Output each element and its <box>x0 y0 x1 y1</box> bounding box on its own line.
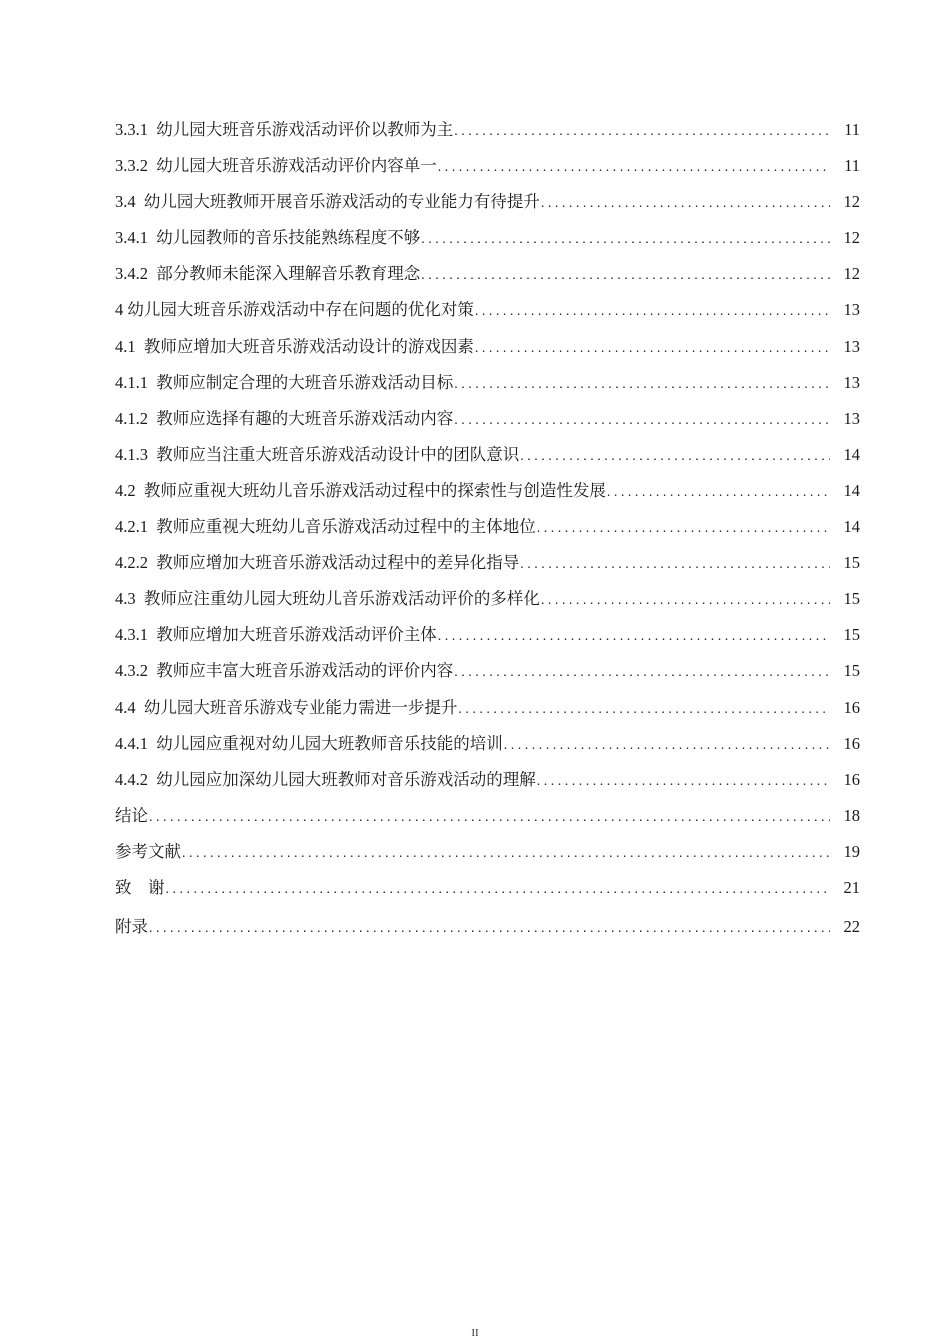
toc-entry-title: 4.1.3 教师应当注重大班音乐游戏活动设计中的团队意识 <box>115 444 520 464</box>
toc-entry-title: 4.2.1 教师应重视大班幼儿音乐游戏活动过程中的主体地位 <box>115 517 536 537</box>
toc-entry[interactable] <box>115 478 860 514</box>
toc-entry-page-number: 14 <box>843 517 860 537</box>
toc-leader-dots <box>454 372 830 398</box>
toc-entry-page-number: 12 <box>843 228 860 248</box>
toc-entry-page-number: 12 <box>843 264 860 284</box>
toc-leader-dots <box>537 769 830 795</box>
toc-entry-page-number: 15 <box>843 553 860 573</box>
toc-entry[interactable] <box>115 731 860 767</box>
toc-leader-dots <box>458 697 830 723</box>
toc-entry[interactable] <box>115 875 860 911</box>
toc-entry-title: 3.3.1 幼儿园大班音乐游戏活动评价以教师为主 <box>115 120 454 139</box>
toc-entry[interactable] <box>115 514 860 550</box>
toc-entry-page-number: 11 <box>844 156 860 176</box>
toc-entry[interactable] <box>115 839 860 875</box>
toc-entry[interactable] <box>115 803 860 839</box>
toc-leader-dots <box>541 588 830 614</box>
toc-entry-title: 4.1.1 教师应制定合理的大班音乐游戏活动目标 <box>115 372 454 392</box>
toc-leader-dots <box>454 660 830 686</box>
toc-entry-page-number: 19 <box>843 841 860 861</box>
toc-leader-dots <box>541 191 830 217</box>
toc-leader-dots <box>475 299 830 325</box>
toc-entry-title: 3.3.2 幼儿园大班音乐游戏活动评价内容单一 <box>115 156 437 176</box>
toc-entry-title: 4.3.1 教师应增加大班音乐游戏活动评价主体 <box>115 625 437 645</box>
toc-entry-title: 4.3 教师应注重幼儿园大班幼儿音乐游戏活动评价的多样化 <box>115 589 540 609</box>
toc-leader-dots <box>421 227 830 253</box>
toc-leader-dots <box>537 516 830 542</box>
toc-leader-dots <box>504 733 830 759</box>
toc-leader-dots <box>520 444 830 470</box>
toc-entry-page-number: 11 <box>844 120 860 139</box>
toc-entry-title: 4.1 教师应增加大班音乐游戏活动设计的游戏因素 <box>115 336 474 356</box>
toc-entry[interactable] <box>115 117 860 153</box>
toc-entry-title: 致 谢 <box>115 877 165 897</box>
toc-entry-title: 4.1.2 教师应选择有趣的大班音乐游戏活动内容 <box>115 408 454 428</box>
toc-entry-title: 4.2.2 教师应增加大班音乐游戏活动过程中的差异化指导 <box>115 553 520 573</box>
toc-entry[interactable] <box>115 622 860 658</box>
toc-entry-title: 4 幼儿园大班音乐游戏活动中存在问题的优化对策 <box>115 300 474 320</box>
toc-entry-page-number: 16 <box>843 769 860 789</box>
toc-entry[interactable] <box>115 767 860 803</box>
toc-entry-page-number: 13 <box>843 372 860 392</box>
toc-leader-dots <box>166 877 831 903</box>
page-number: II <box>471 1327 479 1339</box>
toc-entry[interactable] <box>115 297 860 333</box>
toc-leader-dots <box>438 155 830 181</box>
toc-entry-title: 3.4.1 幼儿园教师的音乐技能熟练程度不够 <box>115 228 421 248</box>
toc-entry[interactable] <box>115 442 860 478</box>
toc-leader-dots <box>520 552 830 578</box>
toc-entry-page-number: 13 <box>843 300 860 320</box>
toc-entry-page-number: 12 <box>843 192 860 212</box>
toc-entry[interactable] <box>115 406 860 442</box>
toc-leader-dots <box>149 805 830 831</box>
toc-entry-title: 附录 <box>115 917 148 937</box>
toc-entry-page-number: 22 <box>843 917 860 937</box>
toc-entry-page-number: 18 <box>843 805 860 825</box>
toc-entry[interactable] <box>115 261 860 297</box>
toc-leader-dots <box>607 480 830 506</box>
toc-leader-dots <box>149 916 830 942</box>
toc-entry-title: 3.4.2 部分教师未能深入理解音乐教育理念 <box>115 264 421 284</box>
toc-entry-page-number: 15 <box>843 625 860 645</box>
toc-entry[interactable] <box>115 914 860 950</box>
toc-entry[interactable] <box>115 153 860 189</box>
toc-entry[interactable] <box>115 189 860 225</box>
table-of-contents <box>115 117 860 950</box>
toc-leader-dots <box>438 624 830 650</box>
toc-leader-dots <box>421 263 830 289</box>
toc-entry-title: 4.4.2 幼儿园应加深幼儿园大班教师对音乐游戏活动的理解 <box>115 769 536 789</box>
toc-entry-page-number: 14 <box>843 480 860 500</box>
toc-leader-dots <box>454 119 830 145</box>
toc-entry-page-number: 13 <box>843 408 860 428</box>
toc-entry-page-number: 15 <box>843 661 860 681</box>
toc-entry[interactable] <box>115 695 860 731</box>
toc-entry-title: 结论 <box>115 805 148 825</box>
toc-entry[interactable] <box>115 370 860 406</box>
toc-entry-page-number: 13 <box>843 336 860 356</box>
toc-entry-page-number: 16 <box>843 733 860 753</box>
toc-entry-title: 4.4 幼儿园大班音乐游戏专业能力需进一步提升 <box>115 697 458 717</box>
toc-entry[interactable] <box>115 586 860 622</box>
toc-entry-page-number: 14 <box>843 444 860 464</box>
toc-leader-dots <box>475 336 830 362</box>
toc-entry-title: 参考文献 <box>115 841 181 861</box>
toc-entry-title: 4.3.2 教师应丰富大班音乐游戏活动的评价内容 <box>115 661 454 681</box>
toc-entry[interactable] <box>115 658 860 694</box>
toc-entry-title: 3.4 幼儿园大班教师开展音乐游戏活动的专业能力有待提升 <box>115 192 540 212</box>
toc-entry[interactable] <box>115 225 860 261</box>
toc-entry-page-number: 21 <box>843 877 860 897</box>
toc-entry[interactable] <box>115 334 860 370</box>
toc-leader-dots <box>454 408 830 434</box>
toc-entry-title: 4.4.1 幼儿园应重视对幼儿园大班教师音乐技能的培训 <box>115 733 503 753</box>
toc-entry-title: 4.2 教师应重视大班幼儿音乐游戏活动过程中的探索性与创造性发展 <box>115 480 606 500</box>
toc-entry-page-number: 15 <box>843 589 860 609</box>
toc-leader-dots <box>182 841 830 867</box>
toc-entry[interactable] <box>115 550 860 586</box>
toc-entry-page-number: 16 <box>843 697 860 717</box>
